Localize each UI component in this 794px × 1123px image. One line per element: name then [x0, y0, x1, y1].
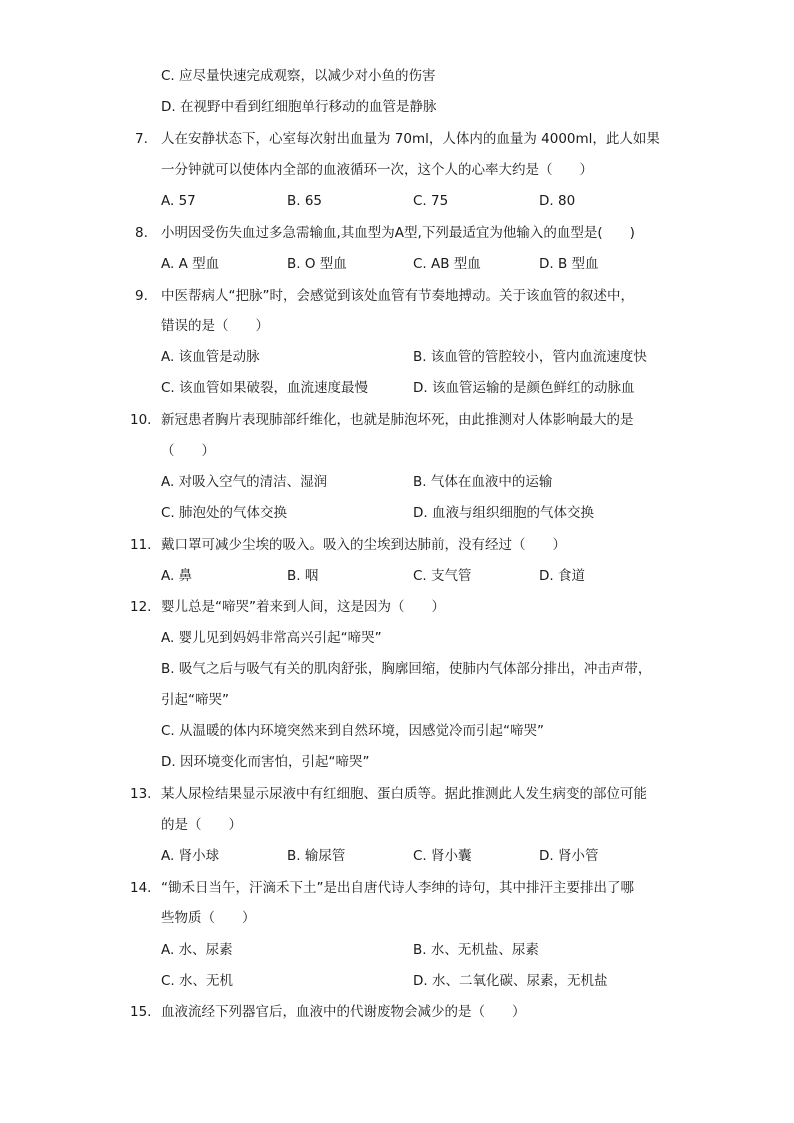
q11-option-c: C. 支气管 — [413, 568, 472, 584]
q9-option-c: C. 该血管如果破裂，血流速度最慢 — [161, 380, 369, 396]
q7-option-c: C. 75 — [413, 193, 449, 209]
q12-option-d: D. 因环境变化而害怕，引起“啼哭” — [161, 754, 370, 770]
q7-option-d: D. 80 — [539, 193, 576, 209]
q14-stem-line-1: “锄禾日当午，汗滴禾下土”是出自唐代诗人李绅的诗句，其中排汗主要排出了哪 — [161, 880, 634, 896]
q12-option-c: C. 从温暖的体内环境突然来到自然环境，因感觉冷而引起“啼哭” — [161, 723, 544, 739]
q13-number: 13. — [130, 786, 152, 802]
q13-option-c: C. 肾小囊 — [413, 848, 472, 864]
q8-number: 8. — [135, 225, 148, 241]
q10-option-d: D. 血液与组织细胞的气体交换 — [413, 505, 594, 521]
q7-option-a: A. 57 — [161, 193, 196, 209]
q10-number: 10. — [130, 412, 152, 428]
q9-option-d: D. 该血管运输的是颜色鲜红的动脉血 — [413, 380, 635, 396]
q14-option-a: A. 水、尿素 — [161, 942, 233, 958]
q13-option-d: D. 肾小管 — [539, 848, 599, 864]
q9-number: 9. — [135, 288, 148, 304]
q12-number: 12. — [130, 599, 152, 615]
q13-stem-line-2: 的是（ ） — [161, 817, 242, 833]
q7-number: 7. — [135, 131, 148, 147]
q13-stem-line-1: 某人尿检结果显示尿液中有红细胞、蛋白质等。据此推测此人发生病变的部位可能 — [161, 786, 647, 802]
q14-number: 14. — [130, 880, 152, 896]
q8-option-d: D. B 型血 — [539, 256, 599, 272]
q13-option-b: B. 输尿管 — [287, 848, 346, 864]
q12-option-b-line-2: 引起“啼哭” — [161, 692, 229, 708]
q11-option-b: B. 咽 — [287, 568, 319, 584]
q12-stem-line-1: 婴儿总是“啼哭”着来到人间，这是因为（ ） — [161, 599, 445, 615]
q14-option-d: D. 水、二氧化碳、尿素，无机盐 — [413, 973, 608, 989]
q14-stem-line-2: 些物质（ ） — [161, 910, 256, 926]
q12-option-a: A. 婴儿见到妈妈非常高兴引起“啼哭” — [161, 630, 382, 646]
q11-option-d: D. 食道 — [539, 568, 585, 584]
q10-option-c: C. 肺泡处的气体交换 — [161, 505, 288, 521]
q9-stem-line-1: 中医帮病人“把脉”时，会感觉到该处血管有节奏地搏动。关于该血管的叙述中， — [161, 288, 634, 304]
q9-option-a: A. 该血管是动脉 — [161, 349, 260, 365]
q10-stem-line-2: （ ） — [161, 443, 215, 459]
q8-option-b: B. O 型血 — [287, 256, 347, 272]
q14-option-c: C. 水、无机 — [161, 973, 234, 989]
q13-option-a: A. 肾小球 — [161, 848, 220, 864]
q11-number: 11. — [130, 537, 152, 553]
q11-option-a: A. 鼻 — [161, 568, 193, 584]
q8-option-c: C. AB 型血 — [413, 256, 481, 272]
q6-option-d: D. 在视野中看到红细胞单行移动的血管是静脉 — [161, 99, 437, 115]
q11-stem-line-1: 戴口罩可减少尘埃的吸入。吸入的尘埃到达肺前，没有经过（ ） — [161, 537, 566, 553]
q8-option-a: A. A 型血 — [161, 256, 220, 272]
q9-stem-line-2: 错误的是（ ） — [161, 318, 269, 334]
q10-option-b: B. 气体在血液中的运输 — [413, 474, 553, 490]
q6-option-c: C. 应尽量快速完成观察，以减少对小鱼的伤害 — [161, 68, 436, 84]
q7-option-b: B. 65 — [287, 193, 323, 209]
q14-option-b: B. 水、无机盐、尿素 — [413, 942, 539, 958]
q7-stem-line-2: 一分钟就可以使体内全部的血液循环一次，这个人的心率大约是（ ） — [161, 162, 593, 178]
q10-stem-line-1: 新冠患者胸片表现肺部纤维化，也就是肺泡坏死，由此推测对人体影响最大的是 — [161, 412, 634, 428]
q15-stem-line-1: 血液流经下列器官后，血液中的代谢废物会减少的是（ ） — [161, 1004, 526, 1020]
q9-option-b: B. 该血管的管腔较小，管内血流速度快 — [413, 349, 647, 365]
q15-number: 15. — [130, 1004, 152, 1020]
q8-stem-line-1: 小明因受伤失血过多急需输血,其血型为A型,下列最适宜为他输入的血型是( ) — [161, 225, 635, 241]
q7-stem-line-1: 人在安静状态下，心室每次射出血量为 70ml，人体内的血量为 4000ml，此人如果 — [161, 131, 660, 147]
q12-option-b-line-1: B. 吸气之后与吸气有关的肌肉舒张，胸廓回缩，使肺内气体部分排出，冲击声带， — [161, 661, 652, 677]
q10-option-a: A. 对吸入空气的清洁、湿润 — [161, 474, 328, 490]
